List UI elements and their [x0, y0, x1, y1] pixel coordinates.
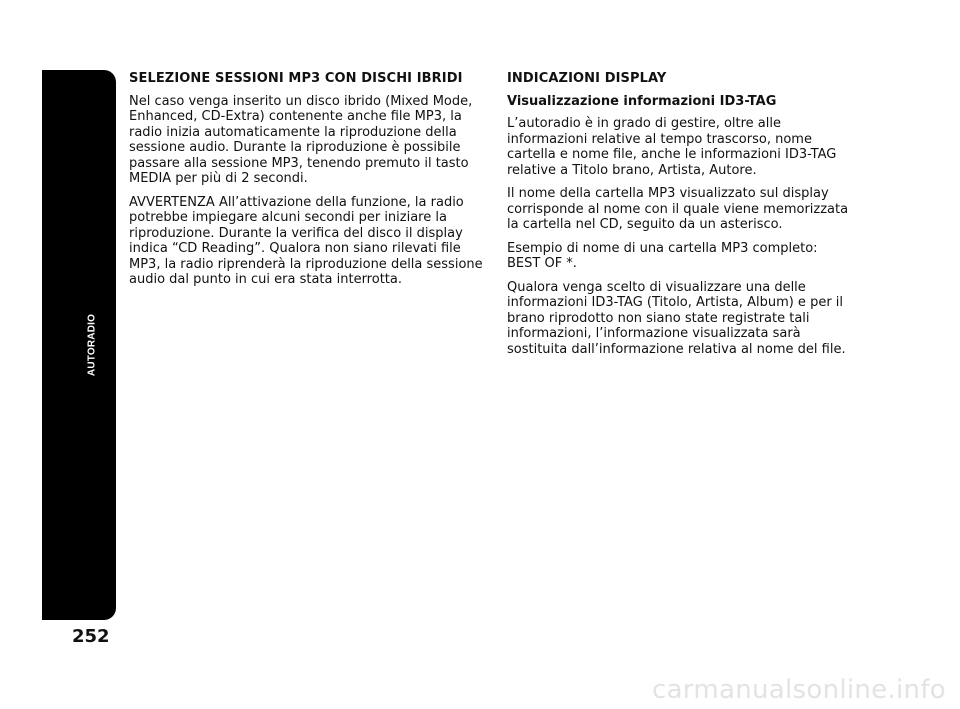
section-side-band — [42, 70, 116, 620]
paragraph-hybrid-disc: Nel caso venga inserito un disco ibrido (Mixed Mode, Enhanced, CD-Extra) contenente anche file MP3, la radio inizia automaticamente la riproduzione della sessione audio. Durante la riproduzione è possibile passare alla sessione MP3, tenendo premuto il tasto MEDIA per più di 2 secondi. — [129, 93, 473, 186]
subheading-id3-tag: Visualizzazione informazioni ID3-TAG — [507, 93, 777, 109]
left-column — [129, 71, 487, 296]
watermark: carmanualsonline.info — [651, 675, 946, 705]
paragraph-folder-name: Il nome della cartella MP3 visualizzato sul display corrisponde al nome con il quale viene memorizzata la cartella nel CD, seguito da un asterisco. — [507, 186, 849, 232]
paragraph-warning: AVVERTENZA All’attivazione della funzione, la radio potrebbe impiegare alcuni secondi per iniziare la riproduzione. Durante la verifica del disco il display indica “CD Reading”. Qualora non siano rilevati file MP3, la radio riprenderà la riproduzione della sessione audio dal punto in cui era stata interrotta. — [129, 194, 483, 287]
page-number: 252 — [72, 626, 110, 647]
right-column — [507, 71, 852, 365]
section-label: AUTORADIO — [86, 313, 98, 377]
section-heading-display: INDICAZIONI DISPLAY — [507, 71, 667, 86]
section-heading-mp3-sessions: SELEZIONE SESSIONI MP3 CON DISCHI IBRIDI — [129, 71, 463, 86]
paragraph-id3-fallback: Qualora venga scelto di visualizzare una delle informazioni ID3-TAG (Titolo, Artista, Album) e per il brano riprodotto non siano state registrate tali informazioni, l’informazione visualizzata sarà sostituita dall’informazione relativa al nome del file. — [507, 279, 846, 357]
paragraph-id3-info: L’autoradio è in grado di gestire, oltre alle informazioni relative al tempo trascorso, nome cartella e nome file, anche le informazioni ID3-TAG relative a Titolo brano, Artista, Autore. — [507, 116, 837, 178]
paragraph-folder-example: Esempio di nome di una cartella MP3 completo: BEST OF *. — [507, 240, 818, 271]
